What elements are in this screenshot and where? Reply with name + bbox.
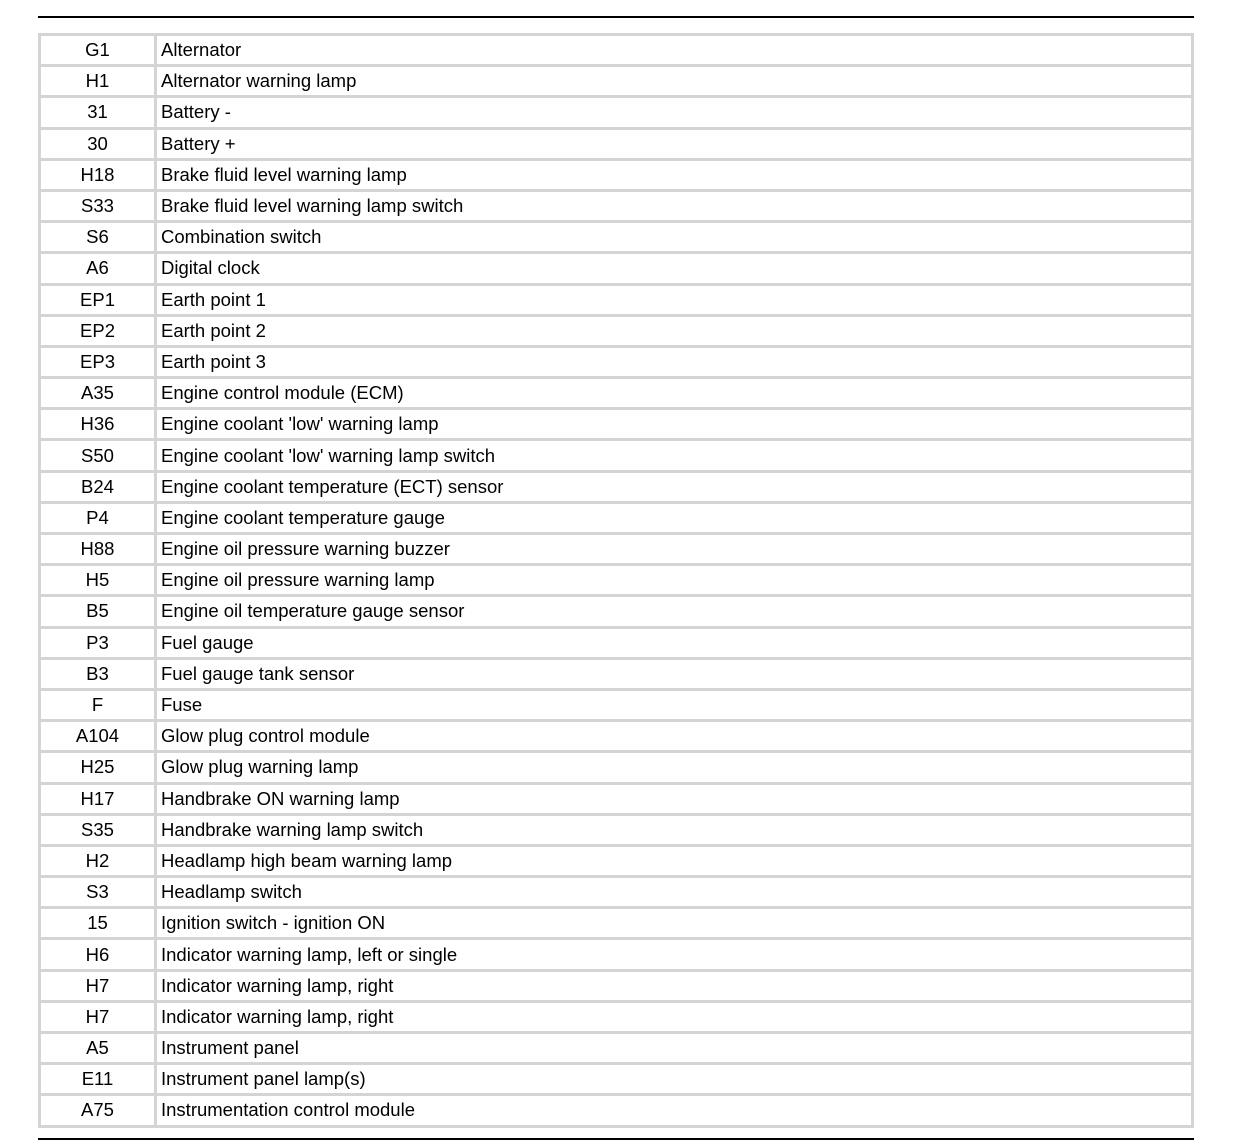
table-row xyxy=(41,473,1191,504)
component-code: A75 xyxy=(41,1096,157,1124)
table-row xyxy=(41,785,1191,816)
table-row xyxy=(41,909,1191,940)
component-code: A104 xyxy=(41,722,157,753)
component-code: H7 xyxy=(41,1003,157,1034)
component-code: G1 xyxy=(41,36,157,67)
component-description: Headlamp high beam warning lamp xyxy=(157,847,1191,878)
component-description: Fuse xyxy=(157,691,1191,722)
component-code: H6 xyxy=(41,940,157,971)
component-code: P3 xyxy=(41,629,157,660)
table-row xyxy=(41,660,1191,691)
table-row xyxy=(41,317,1191,348)
bottom-rule xyxy=(38,1138,1194,1140)
component-code: A35 xyxy=(41,379,157,410)
component-description: Engine control module (ECM) xyxy=(157,379,1191,410)
component-code: S35 xyxy=(41,816,157,847)
component-description: Fuel gauge tank sensor xyxy=(157,660,1191,691)
component-description: Engine oil pressure warning buzzer xyxy=(157,535,1191,566)
component-description: Engine coolant temperature (ECT) sensor xyxy=(157,473,1191,504)
table-row xyxy=(41,1096,1191,1124)
table-row xyxy=(41,940,1191,971)
component-description: Earth point 3 xyxy=(157,348,1191,379)
component-code: EP3 xyxy=(41,348,157,379)
component-description: Headlamp switch xyxy=(157,878,1191,909)
component-description: Digital clock xyxy=(157,254,1191,285)
table-row xyxy=(41,98,1191,129)
component-code: S3 xyxy=(41,878,157,909)
component-code: S6 xyxy=(41,223,157,254)
component-description: Indicator warning lamp, left or single xyxy=(157,940,1191,971)
component-description: Alternator warning lamp xyxy=(157,67,1191,98)
component-description: Earth point 1 xyxy=(157,286,1191,317)
component-code: B24 xyxy=(41,473,157,504)
table-row xyxy=(41,192,1191,223)
component-code: 31 xyxy=(41,98,157,129)
component-description: Instrument panel xyxy=(157,1034,1191,1065)
component-code: H18 xyxy=(41,161,157,192)
component-code: P4 xyxy=(41,504,157,535)
component-code: H88 xyxy=(41,535,157,566)
component-code: H2 xyxy=(41,847,157,878)
component-description: Ignition switch - ignition ON xyxy=(157,909,1191,940)
component-description: Instrumentation control module xyxy=(161,1099,415,1121)
component-code: S50 xyxy=(41,441,157,472)
table-row xyxy=(41,566,1191,597)
component-code: A5 xyxy=(41,1034,157,1065)
component-description: Glow plug control module xyxy=(157,722,1191,753)
component-description: Engine coolant 'low' warning lamp switch xyxy=(157,441,1191,472)
component-description: Fuel gauge xyxy=(157,629,1191,660)
table-row xyxy=(41,379,1191,410)
component-description: Engine coolant temperature gauge xyxy=(157,504,1191,535)
table-row xyxy=(41,535,1191,566)
table-row xyxy=(41,410,1191,441)
component-description: Combination switch xyxy=(157,223,1191,254)
component-code: 15 xyxy=(41,909,157,940)
table-row xyxy=(41,504,1191,535)
component-code: E11 xyxy=(41,1065,157,1096)
component-code: H25 xyxy=(41,753,157,784)
table-row xyxy=(41,597,1191,628)
component-code: H5 xyxy=(41,566,157,597)
table-row xyxy=(41,441,1191,472)
component-code: B5 xyxy=(41,597,157,628)
component-code: H36 xyxy=(41,410,157,441)
component-description: Battery - xyxy=(157,98,1191,129)
component-code: H17 xyxy=(41,785,157,816)
table-row xyxy=(41,878,1191,909)
table-row xyxy=(41,629,1191,660)
table-row xyxy=(41,972,1191,1003)
table-row xyxy=(41,722,1191,753)
table-row xyxy=(41,36,1191,67)
component-code: H7 xyxy=(41,972,157,1003)
component-description: Handbrake warning lamp switch xyxy=(157,816,1191,847)
component-description: Alternator xyxy=(157,36,1191,67)
component-description: Brake fluid level warning lamp xyxy=(157,161,1191,192)
component-description: Battery + xyxy=(157,130,1191,161)
table-row xyxy=(41,1034,1191,1065)
component-code: EP1 xyxy=(41,286,157,317)
component-code: A6 xyxy=(41,254,157,285)
component-code: H1 xyxy=(41,67,157,98)
legend-body xyxy=(41,36,1191,1125)
table-row xyxy=(41,286,1191,317)
component-description: Engine oil pressure warning lamp xyxy=(157,566,1191,597)
component-legend-table xyxy=(38,33,1194,1128)
component-code: 30 xyxy=(41,130,157,161)
component-description: Glow plug warning lamp xyxy=(157,753,1191,784)
component-code: F xyxy=(41,691,157,722)
table-row xyxy=(41,1065,1191,1096)
table-row xyxy=(41,130,1191,161)
table-row xyxy=(41,67,1191,98)
table-row xyxy=(41,254,1191,285)
component-description: Indicator warning lamp, right xyxy=(157,1003,1191,1034)
component-description: Handbrake ON warning lamp xyxy=(157,785,1191,816)
table-row xyxy=(41,223,1191,254)
component-description: Earth point 2 xyxy=(157,317,1191,348)
table-row xyxy=(41,348,1191,379)
table-row xyxy=(41,816,1191,847)
component-code: B3 xyxy=(41,660,157,691)
component-code: S33 xyxy=(41,192,157,223)
top-rule xyxy=(38,16,1194,18)
table-row xyxy=(41,753,1191,784)
table-row xyxy=(41,691,1191,722)
component-code: EP2 xyxy=(41,317,157,348)
component-description: Brake fluid level warning lamp switch xyxy=(157,192,1191,223)
table-row xyxy=(41,847,1191,878)
table-row xyxy=(41,1003,1191,1034)
table-row xyxy=(41,161,1191,192)
component-description: Indicator warning lamp, right xyxy=(157,972,1191,1003)
component-description: Engine coolant 'low' warning lamp xyxy=(157,410,1191,441)
component-description: Engine oil temperature gauge sensor xyxy=(157,597,1191,628)
component-description: Instrument panel lamp(s) xyxy=(157,1065,1191,1096)
